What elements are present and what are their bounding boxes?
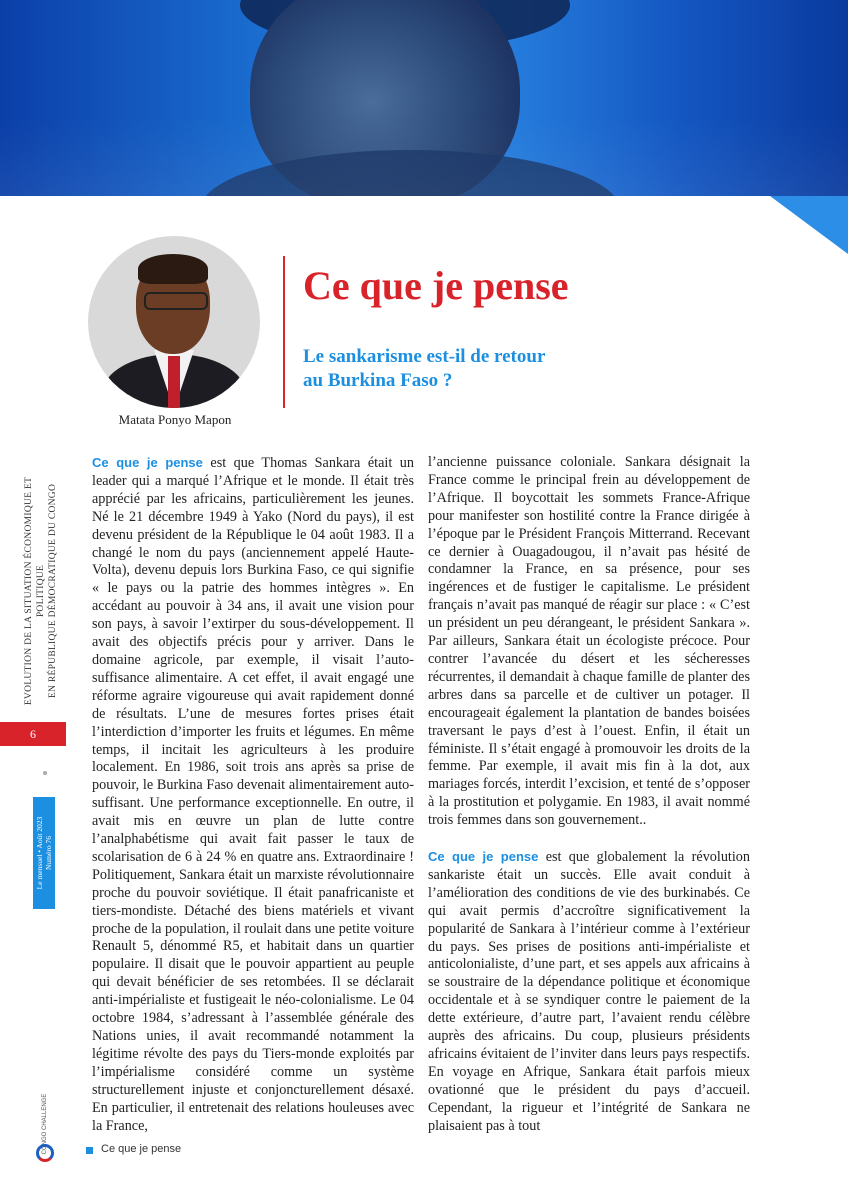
article-column-right [428,454,750,1136]
banner-divider [0,196,848,256]
portrait-tie [168,356,180,408]
article-column-left [92,454,414,1135]
banner-overlay [0,0,848,196]
author-name: Matata Ponyo Mapon [118,412,232,427]
portrait-hair [138,254,208,284]
article-subtitle [303,345,545,393]
publication-logo [30,1093,60,1170]
paragraph-text: est que Thomas Sankara était un leader qui a marqué l’Afrique et le monde. Il était très apprécié par les africains, particulièrement les jeunes. Né le 21 décembre 1949 à Yako (Nord du pays), il est devenu président de la République le 04 août 1983. Il a changé le nom du pays (anciennement appelé Haute-Volta), devenu depuis lors Burkina Faso, ce qui signifie « le pays ou la patrie des hommes intègres ». En accédant au pouvoir à 34 ans, il avait une vision pour son pays, à savoir l’extirper du sous-développement. Il avait des objectifs précis pour y arriver. Dans le domaine agricole, par exemple, il visait l’auto-suffisance alimentaire. A cet effet, il avait engagé une réforme agraire vigoureuse qui avait rapidement donné de résultats. L’une de mesures fortes prises était l’interdiction d’importer les fruits et légumes. En même temps, il incitait les agriculteurs à les produire localement. En 1986, soit trois ans après sa prise de pouvoir, le Burkina Faso devenait alimentairement auto-suffisant. Une performance exceptionnelle. En outre, il avait mis en œuvre un plan de lutte contre l’analphabétisme qui avait fait passer le taux de scolarisation de 6 à 24 % en quatre ans. Extraordinaire ! Politiquement, Sankara était un marxiste révolutionnaire proche du pouvoir soviétique. Il était panafricaniste et tiers-mondiste. Détaché des biens matériels et vivant proche de la population, il roulait dans une petite voiture Renault 5, dénommé R5, et habitait dans un quartier populaire. Il disait que le pouvoir appartient au peuple qui devait bénéficier de ses retombées. Il se déclarait anti-impérialiste et fustigeait le néo-colonialisme. Le 04 octobre 1984, s’adressant à l’assemblée générale des Nations unies, il avait recommandé notamment la légitime révolte des pays du Tiers-monde exploités par l’impérialisme considéré comme un système structurellement injuste et conjoncturellement désaxé. En particulier, il entretenait des relations houleuses avec la France, [92,455,414,1134]
article-paragraph [92,454,414,1135]
section-label-line-2: EN RÉPUBLIQUE DÉMOCRATIQUE DU CONGO [48,483,58,699]
issue-line-1: Le mensuel • Août 2023 [35,816,44,890]
issue-line-2: Numéro 76 [44,836,53,870]
page-title: Ce que je pense [303,263,569,308]
header-banner-photo [0,0,848,196]
separator-dot [43,771,47,775]
logo-text: CONGO CHALLENGE [42,1093,48,1155]
page-number: 6 [0,722,66,746]
portrait-glasses [144,292,208,310]
section-label [14,466,68,716]
lead-label: Ce que je pense [428,849,539,865]
article-paragraph: l’ancienne puissance coloniale. Sankara désignait la France comme le principal frein au développement de l’Afrique. Il boycottait les sommets France-Afrique pour manifester son hostilité contre la France dirigée à l’époque par le Président François Mitterrand. Recevant ce dernier à Ouagadougou, il n’avait pas hésité de condamner la France, en sa présence, pour ses ingérences et de fustiger le capitalisme. Le président français n’avait pas manqué de réagir sur place : « C’est un président un peu dérangeant, le président Sankara ». Par ailleurs, Sankara était un écologiste précoce. Pour contrer l’avancée du désert et les sécheresses récurrentes, il demandait à chaque famille de planter des arbres dans sa parcelle et de cultiver un potager. Il encourageait également la plantation de bandes boisées traversant le pays d’est à l’ouest. Enfin, il était un féministe. Il s’était engagé à promouvoir les droits de la femme. Par exemple, il avait mis fin à la dot, aux mariages forcés, interdit l’excision, et tenté de s’opposer à la prostitution et polygamie. En 1983, il avait nommé trois femmes dans son gouvernement.. [428,454,750,829]
author-portrait [88,236,260,408]
footer-marker [86,1147,93,1154]
paragraph-text: est que globalement la révolution sankariste était un succès. Elle avait conduit à l’amélioration des conditions de vie des burkinabés. Ce qui avait permis d’accroître significativement la popularité de Sankara à l’intérieur comme à l’extérieur du pays. Ses prises de positions anti-impérialiste et anticolonialiste, d’une part, et ses appels aux africains à se soustraire de la dépendance politique et économique occidentale et à se syndiquer contre le paiement de la dette extérieure, d’autre part, l’avaient rendu célèbre auprès des africains. Du coup, plusieurs présidents africains évitaient de l’inviter dans leurs pays respectifs. En voyage en Afrique, Sankara était parfois mieux ovationné que le président du pays d’accueil. Cependant, la rigueur et l’intégrité de Sankara ne plaisaient pas à tout [428,849,750,1134]
subtitle-line-2: au Burkina Faso ? [303,370,453,391]
issue-label [33,797,55,909]
article-paragraph [428,848,750,1136]
corner-accent [770,196,848,254]
lead-label: Ce que je pense [92,455,203,470]
title-divider [283,256,285,408]
subtitle-line-1: Le sankarisme est-il de retour [303,346,546,367]
logo-ring-icon [36,1144,54,1162]
section-label-line-1: EVOLUTION DE LA SITUATION ÉCONOMIQUE ET POLITIQUE [24,476,46,706]
footer-label: Ce que je pense [101,1143,182,1155]
